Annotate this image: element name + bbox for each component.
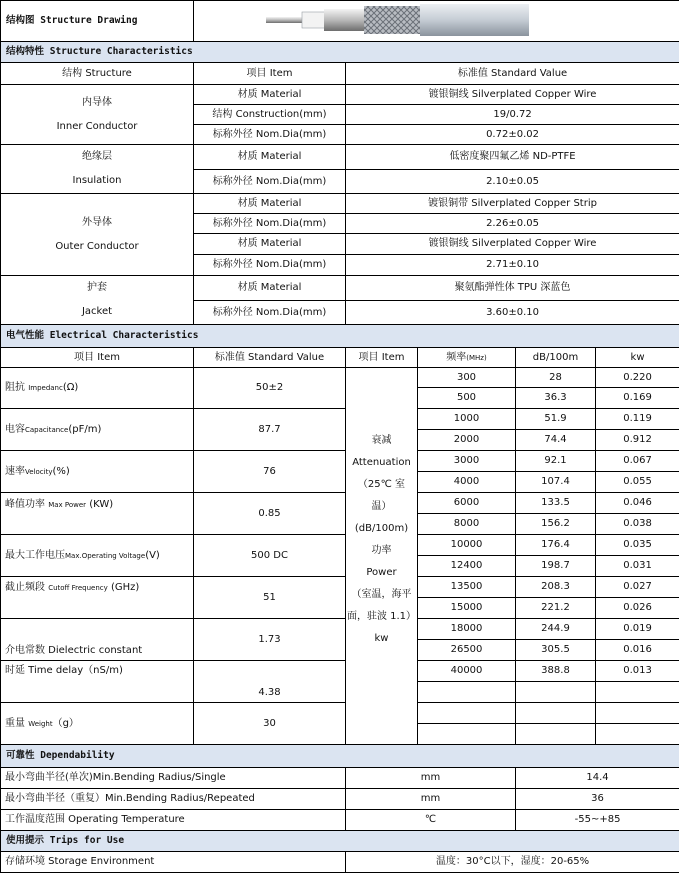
kw-cell: 0.038 [596,514,679,535]
electrical-section-header: 电气性能 Electrical Characteristics [1,325,679,348]
freq-cell: 12400 [418,556,516,577]
param-weight [1,703,194,745]
param-cutoff-frequency [1,577,194,619]
value-cell: 19/0.72 [346,105,679,125]
freq-cell: 300 [418,368,516,388]
dep-unit: mm [346,768,516,789]
col-kw: kw [596,348,679,368]
att-line: Attenuation [352,457,411,468]
kw-cell: 0.055 [596,472,679,493]
dep-value: -55~+85 [516,810,679,831]
param-value: 1.73 [194,619,346,661]
att-line: 衰减 [372,435,392,446]
param-cn: 重量 [5,718,25,729]
value-cell: 镀银铜线 Silverplated Copper Wire [346,234,679,255]
outer-conductor-en: Outer Conductor [55,241,138,252]
param-cn: 截止频段 [5,582,45,593]
structure-drawing-header: 结构图 Structure Drawing [1,1,194,42]
item-cell: 材质 Material [194,145,346,170]
dep-unit: mm [346,789,516,810]
param-cn: 峰值功率 [5,499,45,510]
inner-conductor-shape [266,17,306,23]
att-cell: 305.5 [516,640,596,661]
param-value: 30 [194,703,346,745]
col-item: 项目 Item [194,63,346,85]
item-cell: 材质 Material [194,85,346,105]
trip-item: 存储环境 Storage Environment [1,852,346,873]
kw-cell: 0.046 [596,493,679,514]
inner-conductor-label [1,85,194,145]
freq-cell: 13500 [418,577,516,598]
col-elec-item: 项目 Item [1,348,194,368]
param-value: 87.7 [194,409,346,451]
param-velocity [1,451,194,493]
kw-cell-empty [596,703,679,724]
item-cell: 标称外径 Nom.Dia(mm) [194,301,346,325]
item-cell: 标称外径 Nom.Dia(mm) [194,255,346,276]
dep-item: 最小弯曲半径(单次)Min.Bending Radius/Single [1,768,346,789]
item-cell: 结构 Construction(mm) [194,105,346,125]
att-line: Power [366,567,396,578]
param-cn: 阻抗 [5,382,25,393]
kw-cell: 0.067 [596,451,679,472]
freq-cell-empty [418,682,516,703]
param-unit: （nS/m) [83,665,123,676]
item-cell: 标称外径 Nom.Dia(mm) [194,125,346,145]
kw-cell: 0.035 [596,535,679,556]
value-cell: 3.60±0.10 [346,301,679,325]
attenuation-power-label [346,368,418,745]
outer-conductor-label [1,194,194,276]
param-cn: 最大工作电压 [5,550,65,561]
att-cell: 198.7 [516,556,596,577]
param-capacitance [1,409,194,451]
param-unit: (KW) [89,499,113,510]
param-en: Max.Operating Voltage [65,552,145,560]
param-value: 50±2 [194,368,346,409]
param-unit: （g） [53,718,79,729]
cable-cross-section-image [194,1,529,41]
param-impedance [1,368,194,409]
freq-cell: 15000 [418,598,516,619]
dep-value: 14.4 [516,768,679,789]
param-cn: 介电常数 Dielectric constant [5,645,142,656]
cable-drawing [194,1,679,42]
item-cell: 材质 Material [194,276,346,301]
item-cell: 标称外径 Nom.Dia(mm) [194,169,346,194]
att-cell: 208.3 [516,577,596,598]
param-en: Cutoff Frequency [48,584,108,592]
param-en: Weight [28,720,52,728]
att-line: （室温，海平 [352,589,412,600]
kw-cell: 0.026 [596,598,679,619]
att-cell-empty [516,682,596,703]
freq-unit: (MHz) [466,354,486,362]
freq-cell-empty [418,703,516,724]
jacket-label [1,276,194,325]
foil-shape [324,9,369,31]
param-max-voltage [1,535,194,577]
structure-section-header: 结构特性 Structure Characteristics [1,42,679,63]
freq-cell: 26500 [418,640,516,661]
att-cell-empty [516,724,596,745]
value-cell: 2.26±0.05 [346,214,679,234]
att-cell: 36.3 [516,388,596,409]
col-elec-standard: 标准值 Standard Value [194,348,346,368]
freq-cell: 18000 [418,619,516,640]
att-cell: 244.9 [516,619,596,640]
col-frequency [418,348,516,368]
att-cell: 133.5 [516,493,596,514]
param-dielectric-constant [1,619,194,661]
param-max-power [1,493,194,535]
kw-cell: 0.119 [596,409,679,430]
col-structure: 结构 Structure [1,63,194,85]
inner-conductor-en: Inner Conductor [57,121,138,132]
inner-conductor-cn: 内导体 [82,97,112,108]
jacket-shape [420,4,529,36]
freq-cell: 10000 [418,535,516,556]
freq-cell: 8000 [418,514,516,535]
kw-cell: 0.912 [596,430,679,451]
param-value: 76 [194,451,346,493]
att-line: kw [375,633,389,644]
item-cell: 材质 Material [194,194,346,214]
param-en: Max Power [48,501,86,509]
freq-cell: 500 [418,388,516,409]
freq-cell: 1000 [418,409,516,430]
dep-value: 36 [516,789,679,810]
value-cell: 低密度聚四氟乙烯 ND-PTFE [346,145,679,170]
param-unit: (pF/m) [68,424,101,435]
att-line: 面，驻波 1.1） [347,611,416,622]
att-cell: 74.4 [516,430,596,451]
param-unit: (V) [145,550,160,561]
kw-cell: 0.220 [596,368,679,388]
att-cell: 107.4 [516,472,596,493]
kw-cell: 0.019 [596,619,679,640]
freq-cell: 3000 [418,451,516,472]
param-unit: (Ω) [63,382,78,393]
param-value: 500 DC [194,535,346,577]
kw-cell: 0.169 [596,388,679,409]
att-line: 温） [372,501,392,512]
param-value: 4.38 [194,661,346,703]
item-cell: 材质 Material [194,234,346,255]
param-value: 0.85 [194,493,346,535]
att-cell: 92.1 [516,451,596,472]
freq-cell-empty [418,724,516,745]
dependability-section-header: 可靠性 Dependability [1,745,679,768]
insulation-label [1,145,194,194]
freq-cell: 40000 [418,661,516,682]
param-unit: (GHz) [111,582,139,593]
param-cn: 时延 Time delay [5,665,83,676]
freq-cell: 6000 [418,493,516,514]
param-time-delay [1,661,194,703]
freq-cell: 4000 [418,472,516,493]
att-cell: 176.4 [516,535,596,556]
outer-conductor-cn: 外导体 [82,217,112,228]
att-cell-empty [516,703,596,724]
value-cell: 2.10±0.05 [346,169,679,194]
att-cell: 221.2 [516,598,596,619]
att-cell: 51.9 [516,409,596,430]
att-cell: 156.2 [516,514,596,535]
kw-cell: 0.027 [596,577,679,598]
trip-value: 温度：30°C以下，湿度：20-65% [346,852,679,873]
dep-item: 工作温度范围 Operating Temperature [1,810,346,831]
att-cell: 28 [516,368,596,388]
braid-shape [364,6,424,34]
item-cell: 标称外径 Nom.Dia(mm) [194,214,346,234]
col-attenuation: dB/100m [516,348,596,368]
freq-cell: 2000 [418,430,516,451]
value-cell: 聚氨酯弹性体 TPU 深蓝色 [346,276,679,301]
value-cell: 镀银铜线 Silverplated Copper Wire [346,85,679,105]
value-cell: 0.72±0.02 [346,125,679,145]
jacket-cn: 护套 [87,282,107,293]
param-en: Impedanc [28,384,63,392]
att-line: 功率 [372,545,392,556]
param-unit: (%) [52,466,69,477]
trips-section-header: 使用提示 Trips for Use [1,831,679,852]
kw-cell-empty [596,682,679,703]
insulation-en: Insulation [73,175,122,186]
param-value: 51 [194,577,346,619]
param-en: Velocity [25,468,52,476]
kw-cell: 0.013 [596,661,679,682]
kw-cell: 0.031 [596,556,679,577]
param-cn: 速率 [5,466,25,477]
att-cell: 388.8 [516,661,596,682]
kw-cell-empty [596,724,679,745]
freq-cn: 频率 [446,352,466,363]
value-cell: 镀银铜带 Silverplated Copper Strip [346,194,679,214]
dep-unit: ℃ [346,810,516,831]
col-standard-value: 标准值 Standard Value [346,63,679,85]
value-cell: 2.71±0.10 [346,255,679,276]
jacket-en: Jacket [82,306,112,317]
insulation-shape [302,12,327,28]
dep-item: 最小弯曲半径（重复）Min.Bending Radius/Repeated [1,789,346,810]
insulation-cn: 绝缘层 [82,151,112,162]
kw-cell: 0.016 [596,640,679,661]
param-en: Capacitance [25,426,68,434]
param-cn: 电容 [5,424,25,435]
att-line: （25℃ 室 [358,479,405,490]
att-line: (dB/100m) [355,523,408,534]
col-elec-item2: 项目 Item [346,348,418,368]
